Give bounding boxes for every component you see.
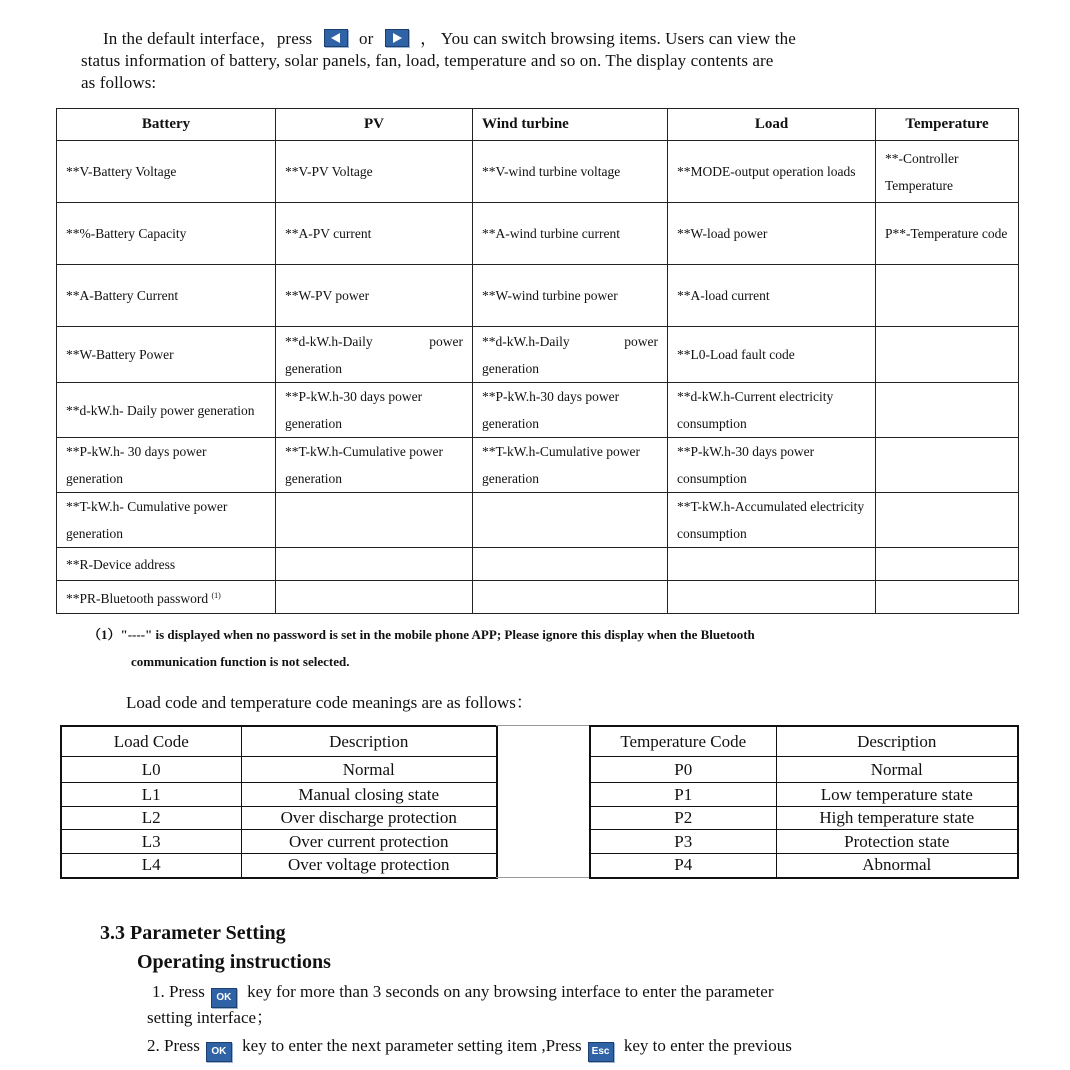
table-cell [876, 383, 1019, 438]
header-battery: Battery [57, 109, 276, 141]
temperature-code-table [589, 725, 1019, 879]
table-cell: **W-load power [668, 203, 876, 265]
intro-or: or [359, 29, 374, 48]
table-cell: **W-wind turbine power [473, 265, 668, 327]
table-cell: **V-wind turbine voltage [473, 141, 668, 203]
right-arrow-key-icon [385, 29, 409, 47]
table-cell: P2 [590, 807, 776, 830]
intro-text-2: ， You can switch browsing items. Users can view the [420, 29, 796, 48]
table-cell: **A-wind turbine current [473, 203, 668, 265]
header-pv: PV [276, 109, 473, 141]
table-cell: L3 [61, 830, 241, 854]
table-spacer [496, 725, 589, 878]
table-cell [276, 548, 473, 581]
table-cell: **P-kW.h- 30 days power generation [57, 438, 276, 493]
temperature-code-header-row [590, 726, 1018, 757]
table-row [57, 548, 1019, 581]
table-cell: **T-kW.h-Cumulative power generation [473, 438, 668, 493]
table-cell [57, 581, 276, 614]
table-cell [276, 493, 473, 548]
table-cell [473, 493, 668, 548]
table-cell: L4 [61, 854, 241, 878]
table-cell [876, 548, 1019, 581]
footnote [88, 621, 988, 675]
intro-line-3: as follows: [81, 73, 157, 92]
table-cell: **T-kW.h- Cumulative power generation [57, 493, 276, 548]
table-cell: **A-load current [668, 265, 876, 327]
table-cell: **MODE-output operation loads [668, 141, 876, 203]
table-cell: **P-kW.h-30 days power consumption [668, 438, 876, 493]
table-cell: **P-kW.h-30 days power generation [473, 383, 668, 438]
section-title: 3.3 Parameter Setting [100, 922, 286, 944]
step-2-text-c: key to enter the previous [623, 1036, 792, 1055]
table-cell [876, 493, 1019, 548]
table-row [61, 830, 497, 854]
table-row [57, 383, 1019, 438]
table-cell: High temperature state [776, 807, 1018, 830]
table-cell: **V-Battery Voltage [57, 141, 276, 203]
table-cell: **T-kW.h-Cumulative power generation [276, 438, 473, 493]
step-2 [147, 1033, 792, 1062]
table-cell: Over voltage protection [241, 854, 497, 878]
header-load: Load [668, 109, 876, 141]
ok-key-icon: OK [211, 988, 237, 1008]
status-header-row [57, 109, 1019, 141]
load-code-header-row [61, 726, 497, 757]
table-cell: P**-Temperature code [876, 203, 1019, 265]
header-description: Description [776, 726, 1018, 757]
table-cell: **P-kW.h-30 days power generation [276, 383, 473, 438]
left-arrow-key-icon [324, 29, 348, 47]
table-row [57, 327, 1019, 383]
table-cell: **T-kW.h-Accumulated electricity consumption [668, 493, 876, 548]
table-cell: Over discharge protection [241, 807, 497, 830]
table-cell: L2 [61, 807, 241, 830]
status-table [56, 108, 1019, 614]
table-cell: Normal [776, 757, 1018, 783]
table-cell: **W-Battery Power [57, 327, 276, 383]
intro-text-1: In the default interface，press [103, 29, 313, 48]
table-cell: Manual closing state [241, 783, 497, 807]
table-cell: **R-Device address [57, 548, 276, 581]
table-cell: Normal [241, 757, 497, 783]
header-description: Description [241, 726, 497, 757]
step-1 [152, 979, 773, 1008]
table-row [57, 141, 1019, 203]
table-row [57, 581, 1019, 614]
table-cell: P1 [590, 783, 776, 807]
table-cell: P4 [590, 854, 776, 878]
bluetooth-password-label: **PR-Bluetooth password [66, 591, 209, 606]
step-2-text-a: 2. Press [147, 1036, 200, 1055]
footnote-mark: (1) [211, 591, 221, 600]
table-cell: **%-Battery Capacity [57, 203, 276, 265]
table-cell: **A-PV current [276, 203, 473, 265]
section-subtitle: Operating instructions [137, 951, 331, 973]
table-cell: L0 [61, 757, 241, 783]
table-cell [876, 265, 1019, 327]
table-cell: **d-kW.h- Daily power generation [57, 383, 276, 438]
table-row [61, 757, 497, 783]
table-cell [668, 581, 876, 614]
table-cell: **d-kW.h-Daily power generation [473, 327, 668, 383]
table-row [57, 203, 1019, 265]
header-temperature-code: Temperature Code [590, 726, 776, 757]
table-row [61, 854, 497, 878]
codes-title: Load code and temperature code meanings are as follows： [126, 693, 533, 712]
table-cell: **W-PV power [276, 265, 473, 327]
intro-line-2: status information of battery, solar panels, fan, load, temperature and so on. The display contents are [81, 51, 774, 70]
step-1-text-a: 1. Press [152, 982, 205, 1001]
table-cell: **d-kW.h-Daily power generation [276, 327, 473, 383]
table-cell: **d-kW.h-Current electricity consumption [668, 383, 876, 438]
table-cell: **V-PV Voltage [276, 141, 473, 203]
load-code-table [60, 725, 498, 879]
table-row [590, 783, 1018, 807]
table-cell: P3 [590, 830, 776, 854]
intro-paragraph [81, 28, 991, 94]
header-load-code: Load Code [61, 726, 241, 757]
table-row [57, 493, 1019, 548]
header-temperature: Temperature [876, 109, 1019, 141]
table-cell [876, 581, 1019, 614]
table-row [590, 807, 1018, 830]
header-wind-turbine: Wind turbine [473, 109, 668, 141]
table-cell: **-Controller Temperature [876, 141, 1019, 203]
table-cell [473, 548, 668, 581]
table-cell: L1 [61, 783, 241, 807]
table-cell [876, 438, 1019, 493]
table-cell: P0 [590, 757, 776, 783]
table-cell: **A-Battery Current [57, 265, 276, 327]
table-cell: **L0-Load fault code [668, 327, 876, 383]
footnote-line-2: communication function is not selected. [131, 654, 350, 669]
table-row [57, 265, 1019, 327]
table-row [61, 783, 497, 807]
table-cell: Low temperature state [776, 783, 1018, 807]
footnote-line-1: （1）"----" is displayed when no password is set in the mobile phone APP; Please ignore this display when the Bluetooth [88, 627, 755, 642]
table-cell: Over current protection [241, 830, 497, 854]
table-row [61, 807, 497, 830]
table-row [590, 757, 1018, 783]
table-cell [276, 581, 473, 614]
table-row [590, 830, 1018, 854]
table-cell [876, 327, 1019, 383]
table-cell [668, 548, 876, 581]
table-row [590, 854, 1018, 878]
step-1-text-b: key for more than 3 seconds on any browsing interface to enter the parameter [247, 982, 774, 1001]
table-cell: Abnormal [776, 854, 1018, 878]
step-1-line-2: setting interface； [147, 1008, 274, 1027]
table-cell [473, 581, 668, 614]
table-cell: Protection state [776, 830, 1018, 854]
ok-key-icon: OK [206, 1042, 232, 1062]
esc-key-icon: Esc [588, 1042, 614, 1062]
step-2-text-b: key to enter the next parameter setting item ,Press [242, 1036, 582, 1055]
table-row [57, 438, 1019, 493]
